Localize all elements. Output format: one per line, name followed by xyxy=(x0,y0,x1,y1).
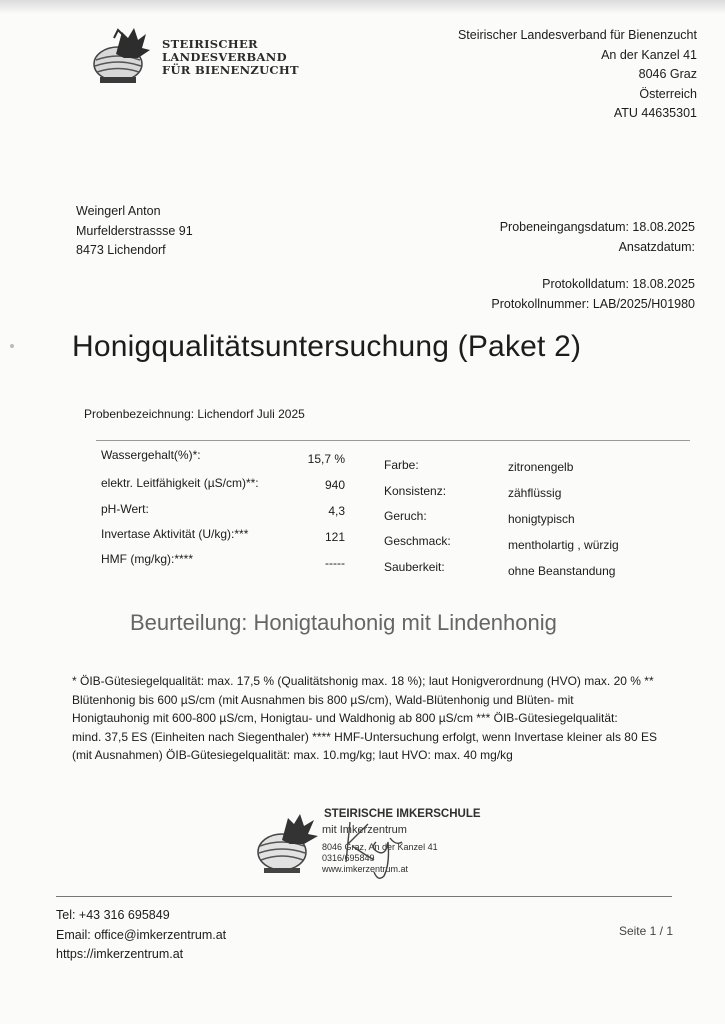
measurement-value: ----- xyxy=(325,556,345,570)
stamp-subtitle: mit Imkerzentrum xyxy=(322,824,407,836)
recipient-line: 8473 Lichendorf xyxy=(76,243,166,257)
sender-line: Steirischer Landesverband für Bienenzucht xyxy=(457,28,697,42)
measurement-value: 15,7 % xyxy=(307,452,345,466)
sender-line: Österreich xyxy=(639,86,697,101)
verdict-heading: Beurteilung: Honigtauhonig mit Lindenhonig xyxy=(130,610,557,635)
sensory-value: mentholartig , würzig xyxy=(508,538,619,552)
footnote-line: mind. 37,5 ES (Einheiten nach Siegenthaler) **** HMF-Untersuchung erfolgt, wenn Invertase kleiner als 80 ES xyxy=(72,729,657,744)
sensory-label: Geruch: xyxy=(384,509,427,523)
stamp-phone: 0316/695849 xyxy=(322,853,375,863)
sensory-value: ohne Beanstandung xyxy=(508,564,616,578)
sender-address xyxy=(458,26,697,124)
measurement-label: Wassergehalt(%)*: xyxy=(101,448,201,462)
stamp-beehive-icon xyxy=(252,812,324,878)
footer-divider xyxy=(56,896,672,897)
footer-phone: Tel: +43 316 695849 xyxy=(56,908,170,922)
recipient-line: Murfelderstrassse 91 xyxy=(76,223,193,238)
footnote-line: Blütenhonig bis 600 µS/cm (mit Ausnahmen bis 800 µS/cm), Wald-Blütenhonig und Blüten- mit xyxy=(72,692,574,707)
sender-line: An der Kanzel 41 xyxy=(601,47,697,62)
sample-label: Probenbezeichnung: Lichendorf Juli 2025 xyxy=(84,407,305,421)
association-logo-icon xyxy=(88,24,158,86)
protocol-date: Protokolldatum: 18.08.2025 xyxy=(542,277,695,291)
measurement-label: HMF (mg/kg):**** xyxy=(101,552,194,566)
page-number: Seite 1 / 1 xyxy=(618,924,673,938)
start-date: Ansatzdatum: xyxy=(618,239,695,254)
measurement-label: elektr. Leitfähigkeit (µS/cm)**: xyxy=(101,476,259,490)
footnote-line: * ÖIB-Gütesiegelqualität: max. 17,5 % (Qualitätshonig max. 18 %); laut Honigverordnung (HVO) max. 20 % ** xyxy=(72,674,654,688)
recipient-line: Weingerl Anton xyxy=(76,204,161,218)
scan-shadow xyxy=(0,0,725,14)
footnote-line: Honigtauhonig mit 600-800 µS/cm, Honigtau- und Waldhonig ab 800 µS/cm *** ÖIB-Gütesiegelqualität: xyxy=(72,711,618,725)
scan-speck xyxy=(10,344,14,348)
stamp-web: www.imkerzentrum.at xyxy=(322,864,409,874)
sensory-value: zitronengelb xyxy=(508,460,574,474)
table-divider xyxy=(96,440,690,441)
sensory-label: Geschmack: xyxy=(384,534,451,548)
protocol-number: Protokollnummer: LAB/2025/H01980 xyxy=(491,296,695,311)
logo-line: STEIRISCHER xyxy=(162,37,258,51)
logo-line: FÜR BIENENZUCHT xyxy=(162,63,299,77)
sensory-label: Konsistenz: xyxy=(384,484,447,498)
measurement-value: 940 xyxy=(324,478,345,492)
footnote-line: (mit Ausnahmen) ÖIB-Gütesiegelqualität: max. 10.mg/kg; laut HVO: max. 40 mg/kg xyxy=(72,748,513,762)
measurement-label: pH-Wert: xyxy=(101,502,149,516)
sensory-label: Farbe: xyxy=(384,458,419,472)
page-title: Honigqualitätsuntersuchung (Paket 2) xyxy=(72,330,582,363)
sender-line: 8046 Graz xyxy=(638,67,697,81)
logo-line: LANDESVERBAND xyxy=(162,50,287,64)
footer-website: https://imkerzentrum.at xyxy=(56,947,184,961)
association-logo-text xyxy=(162,38,299,77)
protocol-dates xyxy=(491,218,695,314)
recipient-address xyxy=(76,202,193,261)
sensory-value: honigtypisch xyxy=(508,512,575,526)
footer-email: Email: office@imkerzentrum.at xyxy=(56,927,227,942)
stamp-address: 8046 Graz, An der Kanzel 41 xyxy=(322,842,438,852)
footnotes xyxy=(72,672,702,765)
receipt-date: Probeneingangsdatum: 18.08.2025 xyxy=(499,220,695,234)
measurement-label: Invertase Aktivität (U/kg):*** xyxy=(101,527,249,541)
footer-contact xyxy=(56,906,226,965)
stamp-title: STEIRISCHE IMKERSCHULE xyxy=(324,808,481,820)
signature-icon xyxy=(330,812,420,882)
measurement-value: 121 xyxy=(324,530,345,544)
sensory-label: Sauberkeit: xyxy=(384,560,445,574)
measurement-value: 4,3 xyxy=(328,504,345,518)
sender-line: ATU 44635301 xyxy=(613,106,697,120)
sensory-value: zähflüssig xyxy=(508,486,562,500)
